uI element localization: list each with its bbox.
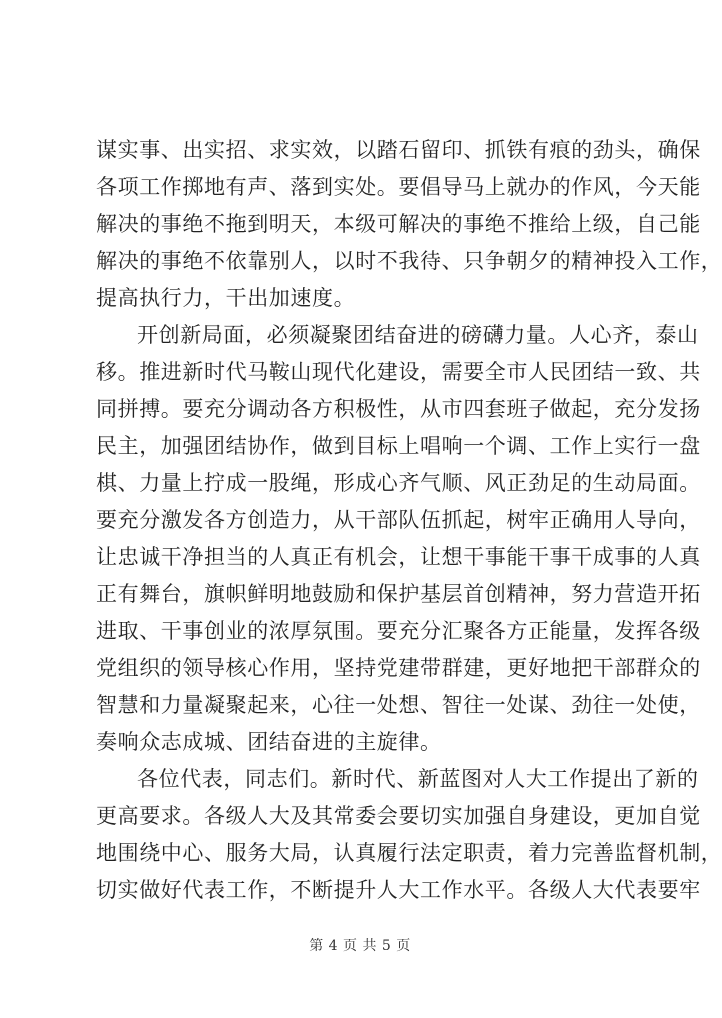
- text-line: 解决的事绝不拖到明天，本级可解决的事绝不推给上级，自己能: [96, 212, 701, 236]
- text-line: 民主，加强团结协作，做到目标上唱响一个调、工作上实行一盘: [96, 434, 701, 458]
- text-line: 移。推进新时代马鞍山现代化建设，需要全市人民团结一致、共: [96, 360, 701, 384]
- text-line: 更高要求。各级人大及其常委会要切实加强自身建设，更加自觉: [96, 804, 701, 828]
- text-line: 提高执行力，干出加速度。: [96, 286, 356, 310]
- page-number-footer: 第 4 页 共 5 页: [309, 938, 411, 954]
- paragraph-start-line: 各位代表，同志们。新时代、新蓝图对人大工作提出了新的: [137, 767, 699, 791]
- text-line: 智慧和力量凝聚起来，心往一处想、智往一处谋、劲往一处使，: [96, 693, 701, 717]
- text-line: 要充分激发各方创造力，从干部队伍抓起，树牢正确用人导向，: [96, 508, 701, 532]
- text-line: 同拼搏。要充分调动各方积极性，从市四套班子做起，充分发扬: [96, 397, 701, 421]
- text-line: 地围绕中心、服务大局，认真履行法定职责，着力完善监督机制，: [96, 841, 722, 865]
- paragraph-start-line: 开创新局面，必须凝聚团结奋进的磅礴力量。人心齐，泰山: [137, 323, 699, 347]
- text-line: 正有舞台，旗帜鲜明地鼓励和保护基层首创精神，努力营造开拓: [96, 582, 701, 606]
- text-line: 党组织的领导核心作用，坚持党建带群建，更好地把干部群众的: [96, 656, 701, 680]
- text-line: 各项工作掷地有声、落到实处。要倡导马上就办的作风，今天能: [96, 175, 701, 199]
- text-line: 棋、力量上拧成一股绳，形成心齐气顺、风正劲足的生动局面。: [96, 471, 701, 495]
- text-line: 奏响众志成城、团结奋进的主旋律。: [96, 730, 442, 754]
- text-line: 让忠诚干净担当的人真正有机会，让想干事能干事干成事的人真: [96, 545, 701, 569]
- text-line: 谋实事、出实招、求实效，以踏石留印、抓铁有痕的劲头，确保: [96, 138, 701, 162]
- text-line: 切实做好代表工作，不断提升人大工作水平。各级人大代表要牢: [96, 878, 701, 902]
- text-line: 解决的事绝不依靠别人，以时不我待、只争朝夕的精神投入工作，: [96, 249, 722, 273]
- text-line: 进取、干事创业的浓厚氛围。要充分汇聚各方正能量，发挥各级: [96, 619, 701, 643]
